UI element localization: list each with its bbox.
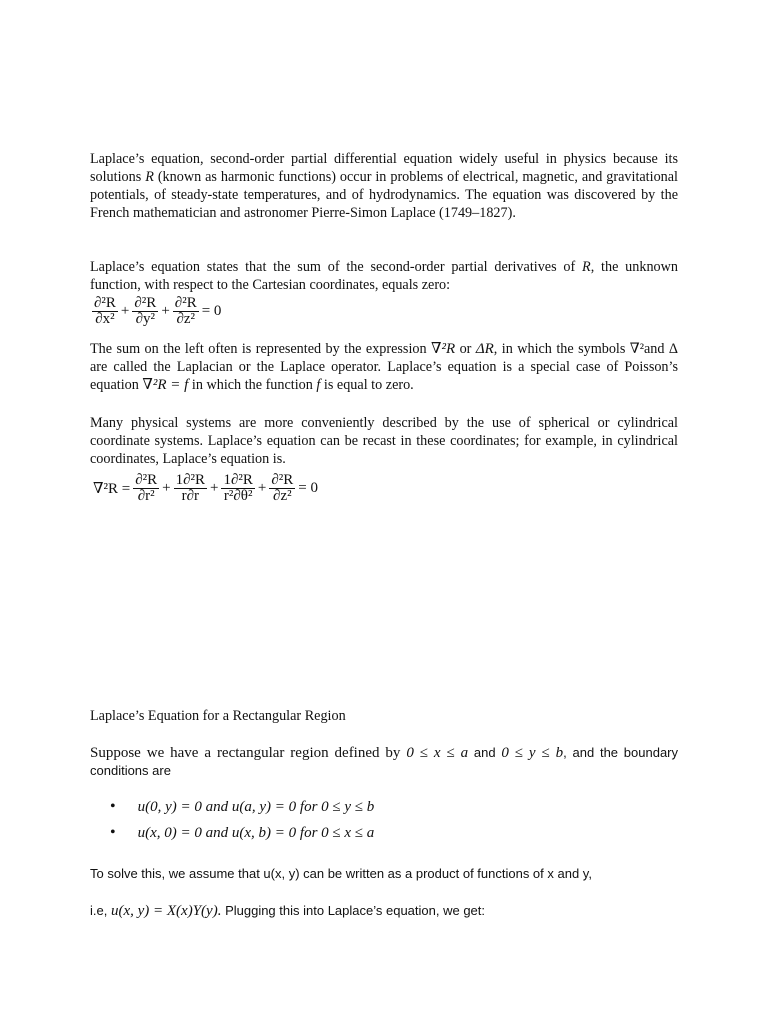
statement-text-b: , the unknown function, with respect to the Cartesian coordinates, equals zero: <box>90 259 678 293</box>
numerator-x: ∂²R <box>94 295 116 311</box>
laplacian-text-e: is equal to zero. <box>320 377 414 393</box>
fraction-theta <box>221 473 254 504</box>
coordinates-paragraph: Many physical systems are more conveniently described by the use of spherical or cylindrical coordinate systems. Laplace’s equation can be recast in these coordinates; for example, in cylindrical coordinates, Laplace’s equation is. <box>90 415 678 467</box>
delta-r: ΔR <box>475 341 494 357</box>
region-paragraph <box>90 744 678 780</box>
function-f: f <box>316 377 321 393</box>
plus-sign-5: + <box>257 480 267 496</box>
fraction-r <box>133 473 159 504</box>
x-range: 0 ≤ x ≤ a <box>406 745 469 761</box>
fraction-radial <box>174 473 207 504</box>
statement-text-a: Laplace’s equation states that the sum of the second-order partial derivatives of <box>90 259 583 275</box>
numerator-theta: 1∂²R <box>223 472 253 488</box>
plus-sign-2: + <box>161 303 170 319</box>
substitution-text-b: Plugging this into Laplace’s equation, we get: <box>221 903 486 918</box>
denominator-z-cyl: ∂z² <box>273 488 292 504</box>
intro-paragraph <box>90 150 678 222</box>
product-solution: u(x, y) = X(x)Y(y). <box>110 903 222 919</box>
laplacian-text-d: in which the function <box>188 377 317 393</box>
statement-symbol-r: R <box>582 259 591 275</box>
fraction-z-cyl <box>269 473 295 504</box>
laplacian-text-c: , in which the symbols ∇²and Δ are called the Laplacian or the Laplace operator. Laplace’s equation is a special case of Poisson’s equation <box>90 341 679 393</box>
numerator-z-cyl: ∂²R <box>271 472 294 488</box>
bullet-mark-2: • <box>110 824 116 841</box>
boundary-condition-1-text: u(0, y) = 0 and u(a, y) = 0 for 0 ≤ y ≤ b <box>137 799 375 815</box>
boundary-condition-1 <box>110 798 374 816</box>
boundary-condition-2-text: u(x, 0) = 0 and u(x, b) = 0 for 0 ≤ x ≤ a <box>137 825 375 841</box>
numerator-radial: 1∂²R <box>175 472 205 488</box>
intro-text-a: Laplace’s equation, second-order partial differential equation widely useful in physics because its solutions <box>90 151 678 185</box>
section-heading: Laplace’s Equation for a Rectangular Region <box>90 708 346 724</box>
boundary-condition-2 <box>110 824 374 842</box>
statement-paragraph <box>90 258 678 294</box>
plus-sign-4: + <box>210 480 219 496</box>
denominator-x: ∂x² <box>95 311 115 327</box>
bullet-mark-1: • <box>110 798 116 815</box>
cylindrical-laplace-equation <box>92 473 319 504</box>
intro-text-b: (known as harmonic functions) occur in problems of electrical, magnetic, and gravitational potentials, of steady-state temperatures, and of hydrodynamics. The equation was discovered by the French mathematician and astronomer Pierre-Simon Laplace (1749–1827). <box>90 169 678 221</box>
nabla-squared-r: ∇²R <box>431 341 456 357</box>
region-text-a: Suppose we have a rectangular region defined by <box>90 745 407 761</box>
denominator-r: ∂r² <box>137 488 155 504</box>
fraction-x <box>92 296 118 327</box>
equals-zero-cyl: = 0 <box>298 480 318 496</box>
fraction-y <box>132 296 158 327</box>
laplacian-text-a: The sum on the left often is represented by the expression <box>90 341 432 357</box>
laplacian-paragraph <box>90 340 678 394</box>
fraction-z <box>173 296 199 327</box>
numerator-z: ∂²R <box>174 295 197 311</box>
substitution-text-a: i.e, <box>90 903 111 918</box>
laplacian-text-b: or <box>455 341 476 357</box>
poisson-equation: ∇²R = f <box>142 377 189 393</box>
y-range: 0 ≤ y ≤ b <box>501 745 564 761</box>
intro-symbol-r: R <box>145 169 154 185</box>
region-text-c: , and the boundary conditions are <box>90 745 679 778</box>
numerator-y: ∂²R <box>134 295 157 311</box>
plus-sign-3: + <box>162 480 171 496</box>
equals-zero: = 0 <box>201 303 222 319</box>
denominator-y: ∂y² <box>135 311 156 327</box>
region-text-and: and <box>468 745 502 760</box>
denominator-radial: r∂r <box>181 488 199 504</box>
cylindrical-lhs: ∇²R = <box>93 481 131 497</box>
plus-sign-1: + <box>120 303 130 319</box>
substitution-paragraph <box>90 902 678 920</box>
denominator-z: ∂z² <box>176 311 196 327</box>
separation-paragraph: To solve this, we assume that u(x, y) can be written as a product of functions of x and y, <box>90 866 592 881</box>
denominator-theta: r²∂θ² <box>223 488 253 504</box>
cartesian-laplace-equation <box>90 296 222 327</box>
numerator-r: ∂²R <box>135 472 158 488</box>
